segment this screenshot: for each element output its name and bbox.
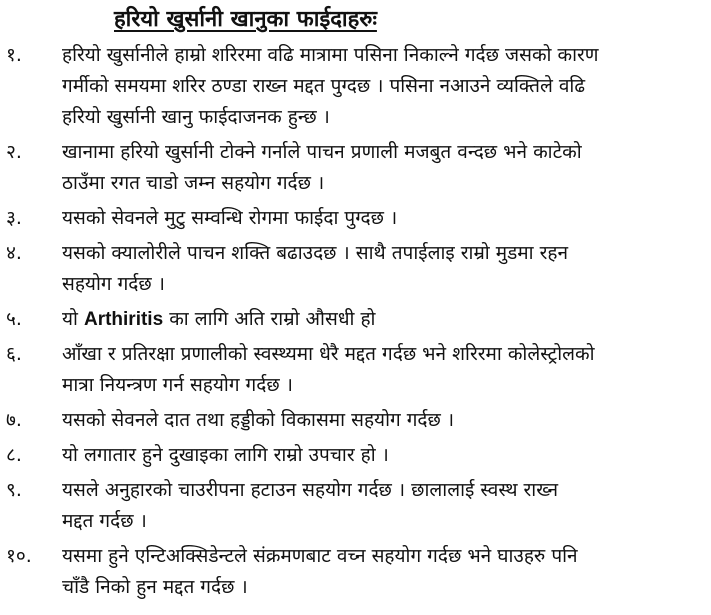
list-item-3 — [0, 203, 711, 234]
list-item-7 — [0, 405, 711, 436]
item-text-post: का लागि अति राम्रो औसधी हो — [163, 308, 376, 330]
item-text — [62, 203, 702, 234]
list-item-6 — [0, 339, 711, 401]
latin-term: Arthiritis — [83, 309, 164, 330]
item-line: यसमा हुने एन्टिअक्सिडेन्टले संक्रमणबाट वच्न सहयोग गर्दछ भने घाउहरु पनि — [62, 545, 578, 567]
item-line: मात्रा नियन्त्रण गर्न सहयोग गर्दछ । — [62, 374, 293, 396]
item-line — [62, 304, 702, 335]
item-line: गर्मीको समयमा शरिर ठण्डा राख्न मद्दत पुग्दछ । पसिना नआउने व्यक्तिले वढि — [62, 75, 586, 97]
item-line: यसको क्यालोरीले पाचन शक्ति बढाउदछ । साथै तपाईलाइ राम्रो मुडमा रहन — [62, 242, 569, 264]
item-number: १०. — [6, 545, 32, 567]
list-item-1 — [0, 40, 711, 133]
item-number: २. — [6, 141, 22, 163]
item-text — [62, 238, 702, 300]
list-item-9 — [0, 475, 711, 537]
item-line: यसको सेवनले दात तथा हड्डीको विकासमा सहयोग गर्दछ । — [62, 409, 455, 431]
list-item-10 — [0, 541, 711, 603]
item-line: खानामा हरियो खुर्सानी टोक्ने गर्नाले पाचन प्रणाली मजबुत वन्दछ भने काटेको — [62, 141, 582, 163]
item-line: हरियो खुर्सानीले हाम्रो शरिरमा वढि मात्रामा पसिना निकाल्ने गर्दछ जसको कारण — [62, 44, 599, 66]
item-number: ६. — [6, 343, 22, 365]
item-number: ५. — [6, 308, 22, 330]
list-item-8 — [0, 440, 711, 471]
item-text — [62, 475, 702, 537]
list-item-4 — [0, 238, 711, 300]
item-line: हरियो खुर्सानी खानु फाईदाजनक हुन्छ । — [62, 106, 330, 128]
item-text — [62, 405, 702, 436]
document-title: हरियो खुर्सानी खानुका फाईदाहरुः — [114, 7, 377, 32]
item-number: ३. — [6, 207, 22, 229]
benefits-list — [0, 40, 711, 607]
list-item-2 — [0, 137, 711, 199]
item-text — [62, 339, 702, 401]
item-text — [62, 440, 702, 471]
list-item-5 — [0, 304, 711, 335]
item-text — [62, 137, 702, 199]
item-number: १. — [6, 44, 22, 66]
item-line: सहयोग गर्दछ । — [62, 273, 165, 295]
item-line: ठाउँमा रगत चाडो जम्न सहयोग गर्दछ । — [62, 172, 325, 194]
item-number: ७. — [6, 409, 22, 431]
item-line: चाँडै निको हुन मद्दत गर्दछ । — [62, 576, 248, 598]
item-line: मद्दत गर्दछ । — [62, 510, 147, 532]
item-number: ९. — [6, 479, 22, 501]
item-line: यसले अनुहारको चाउरीपना हटाउन सहयोग गर्दछ । छालालाई स्वस्थ राख्न — [62, 479, 558, 501]
item-line: यसको सेवनले मुटु सम्वन्धि रोगमा फाईदा पुग्दछ । — [62, 207, 398, 229]
item-line: यो लगातार हुने दुखाइका लागि राम्रो उपचार हो । — [62, 444, 389, 466]
item-number: ८. — [6, 444, 22, 466]
item-text-pre: यो — [62, 308, 84, 330]
item-line: आँखा र प्रतिरक्षा प्रणालीको स्वस्थ्यमा धेरै मद्दत गर्दछ भने शरिरमा कोलेस्ट्रोलको — [62, 343, 595, 365]
item-text — [62, 304, 702, 335]
item-number: ४. — [6, 242, 22, 264]
item-text — [62, 541, 702, 603]
item-text — [62, 40, 702, 133]
